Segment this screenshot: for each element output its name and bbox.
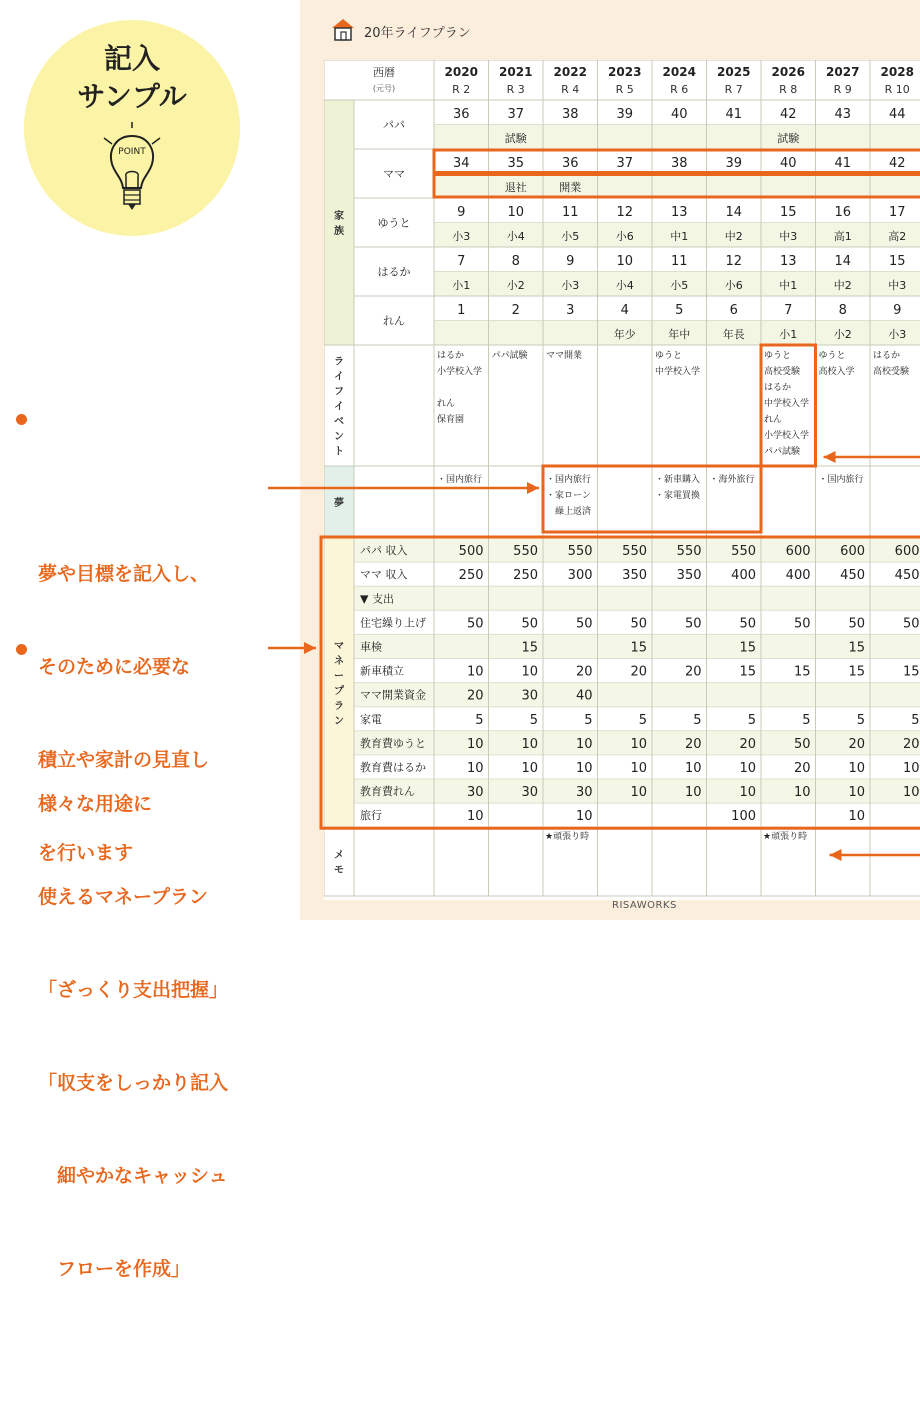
note-money <box>16 634 228 1409</box>
money-value: 10 <box>684 785 702 801</box>
money-value: 15 <box>902 664 920 680</box>
dream-text: ・国内旅行 <box>437 475 483 485</box>
money-value: 50 <box>848 616 865 632</box>
family-age: 37 <box>616 156 634 171</box>
family-note: 退社 <box>504 181 527 194</box>
family-age: 43 <box>834 107 852 122</box>
year-label: 2022 <box>553 65 587 79</box>
money-row-label: ▼ 支出 <box>360 592 394 606</box>
note-line: 細やかなキャッシュ <box>38 1165 228 1187</box>
era-label: R 8 <box>779 83 798 96</box>
section-label-money: ラ <box>334 701 344 713</box>
section-label-dream: 夢 <box>334 498 344 509</box>
family-note: 小2 <box>506 279 525 292</box>
year-label: 2020 <box>444 65 478 79</box>
money-value: 550 <box>676 544 702 560</box>
note-line: 「ざっくり支出把握」 <box>38 979 229 1001</box>
money-value: 15 <box>848 640 865 656</box>
family-age: 3 <box>566 303 575 318</box>
life-event-text: 中学校入学 <box>655 367 701 377</box>
money-section-band <box>324 538 354 827</box>
money-value: 10 <box>521 760 538 776</box>
family-note: 年中 <box>668 328 691 341</box>
life-event-text: ゆうと <box>818 351 846 361</box>
money-value: 400 <box>785 568 811 584</box>
money-value: 50 <box>684 616 702 632</box>
family-age: 9 <box>457 205 466 220</box>
money-value: 5 <box>584 712 593 728</box>
money-row-label: 家電 <box>360 712 382 726</box>
money-row-tint <box>354 683 920 707</box>
family-age: 39 <box>725 156 743 171</box>
money-value: 20 <box>902 736 920 752</box>
money-row-label: 旅行 <box>360 809 382 823</box>
life-event-text: 高校受験 <box>764 367 801 377</box>
family-age: 8 <box>838 303 847 318</box>
money-value: 300 <box>567 568 593 584</box>
money-value: 10 <box>848 809 865 825</box>
family-member-name: はるか <box>377 265 411 279</box>
badge-title: 記入 サンプル <box>77 42 187 113</box>
money-value: 50 <box>739 616 756 632</box>
money-value: 5 <box>529 712 538 728</box>
year-label: 2026 <box>771 65 805 79</box>
life-event-text: れん <box>437 399 456 409</box>
family-age: 37 <box>507 107 525 122</box>
section-label-money: ネ <box>334 656 344 668</box>
section-label-life-event: ラ <box>334 356 344 368</box>
era-label: R 7 <box>724 83 743 96</box>
family-note: 小2 <box>833 328 852 341</box>
family-note: 年少 <box>613 328 636 341</box>
life-event-text: 保育園 <box>437 415 465 425</box>
family-age: 11 <box>561 205 579 220</box>
money-value: 450 <box>840 568 865 584</box>
year-label: 2028 <box>880 65 914 79</box>
money-value: 5 <box>802 712 811 728</box>
money-value: 250 <box>513 568 538 584</box>
bullet-dot <box>16 414 27 425</box>
money-row-label: 教育費れん <box>360 785 415 799</box>
note-line: 使えるマネープラン <box>38 886 209 908</box>
family-note: 小1 <box>779 328 798 341</box>
money-value: 600 <box>840 544 865 560</box>
money-value: 5 <box>856 712 865 728</box>
money-value: 600 <box>894 544 920 560</box>
family-note: 高2 <box>888 230 907 243</box>
family-age: 11 <box>670 254 688 269</box>
family-age: 14 <box>834 254 852 269</box>
family-age: 13 <box>779 254 797 269</box>
money-value: 50 <box>521 616 538 632</box>
dream-text: ・家電買換 <box>655 491 701 501</box>
money-value: 20 <box>739 736 756 752</box>
money-value: 10 <box>466 664 484 680</box>
section-label-money: ー <box>334 671 344 683</box>
family-age: 39 <box>616 107 634 122</box>
section-label-memo: モ <box>334 865 344 877</box>
family-note: 試験 <box>504 132 527 145</box>
section-label-life-event: ベ <box>334 416 344 428</box>
note-line: そのために必要な <box>38 656 191 678</box>
money-value: 10 <box>466 760 484 776</box>
family-age: 6 <box>729 303 738 318</box>
family-age: 4 <box>620 303 629 318</box>
section-label-money: マ <box>334 641 344 653</box>
memo-section-band <box>324 827 354 896</box>
family-age: 42 <box>888 156 906 171</box>
section-label-life-event: ン <box>334 431 344 443</box>
family-age: 12 <box>616 205 634 220</box>
money-value: 500 <box>458 544 484 560</box>
section-label-money: ン <box>334 716 344 728</box>
family-age: 38 <box>670 156 688 171</box>
life-event-text: ママ開業 <box>546 351 583 361</box>
section-label-life-event: フ <box>334 386 344 398</box>
money-value: 10 <box>575 809 593 825</box>
life-event-text: はるか <box>437 351 465 361</box>
money-value: 20 <box>684 664 702 680</box>
note-line: 積立や家計の見直し <box>38 749 210 771</box>
header-sublabel: (元号) <box>372 84 396 93</box>
family-age: 7 <box>784 303 793 318</box>
era-label: R 5 <box>615 83 634 96</box>
money-value: 15 <box>521 640 538 656</box>
family-note: 小1 <box>452 279 471 292</box>
life-event-text: パパ試験 <box>491 351 528 361</box>
year-label: 2023 <box>608 65 642 79</box>
family-note: 小3 <box>452 230 471 243</box>
year-label: 2024 <box>662 65 696 79</box>
header-label: 西暦 <box>373 66 395 79</box>
era-label: R 9 <box>833 83 852 96</box>
section-label-memo: メ <box>334 850 344 862</box>
sample-badge <box>24 20 240 236</box>
money-value: 50 <box>630 616 647 632</box>
money-value: 10 <box>630 785 647 801</box>
family-age: 15 <box>888 254 906 269</box>
money-value: 30 <box>521 785 538 801</box>
era-label: R 10 <box>884 83 910 96</box>
family-note: 小5 <box>670 279 689 292</box>
money-value: 100 <box>731 809 756 825</box>
family-section-band <box>324 100 354 345</box>
money-value: 30 <box>575 785 593 801</box>
family-age: 8 <box>511 254 520 269</box>
family-age: 9 <box>566 254 575 269</box>
family-age: 35 <box>507 156 525 171</box>
life-event-text: れん <box>764 415 783 425</box>
money-value: 5 <box>693 712 702 728</box>
section-label-family: 族 <box>334 226 344 237</box>
dream-text: ・国内旅行 <box>818 475 864 485</box>
planner-page <box>300 0 920 920</box>
money-value: 10 <box>902 760 920 776</box>
family-age: 17 <box>888 205 906 220</box>
family-member-name: ゆうと <box>377 216 411 230</box>
money-value: 20 <box>466 688 484 704</box>
dream-text: 繰上返済 <box>546 507 592 517</box>
note-line: フローを作成」 <box>38 1258 191 1280</box>
money-value: 450 <box>894 568 920 584</box>
money-value: 30 <box>466 785 484 801</box>
money-row-label: 教育費ゆうと <box>360 736 426 750</box>
money-value: 50 <box>902 616 920 632</box>
family-age: 15 <box>779 205 797 220</box>
life-event-text: パパ試験 <box>764 447 801 457</box>
money-value: 350 <box>622 568 647 584</box>
family-age: 38 <box>561 107 579 122</box>
note-line: 様々な用途に <box>38 793 153 815</box>
money-row-label: ママ 収入 <box>360 568 408 582</box>
era-label: R 4 <box>561 83 580 96</box>
family-note: 中2 <box>724 230 743 243</box>
money-value: 10 <box>575 736 593 752</box>
money-value: 10 <box>848 760 865 776</box>
money-value: 550 <box>731 544 756 560</box>
money-value: 50 <box>793 736 811 752</box>
family-age: 36 <box>452 107 470 122</box>
family-age: 44 <box>888 107 906 122</box>
year-label: 2025 <box>717 65 751 79</box>
money-value: 10 <box>521 736 538 752</box>
money-value: 20 <box>684 736 702 752</box>
family-note: 中3 <box>779 230 798 243</box>
bullet-dot <box>16 644 27 655</box>
life-event-text: 中学校入学 <box>764 399 810 409</box>
money-value: 5 <box>638 712 647 728</box>
life-event-text: はるか <box>873 351 901 361</box>
family-age: 34 <box>452 156 470 171</box>
family-member-name: れん <box>383 314 405 328</box>
money-value: 50 <box>466 616 484 632</box>
section-label-life-event: イ <box>334 401 344 413</box>
life-event-text: はるか <box>764 383 792 393</box>
dream-text: ・海外旅行 <box>709 475 755 485</box>
family-age: 16 <box>834 205 852 220</box>
money-value: 15 <box>793 664 811 680</box>
life-event-text: ゆうと <box>764 351 792 361</box>
family-age: 36 <box>561 156 579 171</box>
money-value: 20 <box>848 736 865 752</box>
family-age: 13 <box>670 205 688 220</box>
family-note: 中1 <box>779 279 798 292</box>
family-note: 小3 <box>561 279 580 292</box>
family-age: 40 <box>779 156 797 171</box>
family-note: 開業 <box>559 181 582 194</box>
era-label: R 2 <box>452 83 471 96</box>
money-value: 250 <box>458 568 484 584</box>
family-note: 小6 <box>615 230 634 243</box>
money-value: 10 <box>575 760 593 776</box>
money-row-label: 教育費はるか <box>360 760 426 774</box>
money-row-label: 車検 <box>360 640 382 654</box>
money-value: 5 <box>475 712 484 728</box>
dream-text: ・新車購入 <box>655 475 701 485</box>
money-value: 5 <box>911 712 920 728</box>
money-value: 20 <box>575 664 593 680</box>
money-value: 40 <box>575 688 593 704</box>
family-age: 41 <box>725 107 743 122</box>
money-value: 15 <box>848 664 865 680</box>
family-age: 14 <box>725 205 743 220</box>
life-event-text: 高校入学 <box>818 367 855 377</box>
family-note: 小4 <box>506 230 525 243</box>
money-value: 15 <box>739 640 756 656</box>
section-label-money: プ <box>334 686 344 698</box>
family-note: 中2 <box>833 279 852 292</box>
life-event-text: 小学校入学 <box>437 367 483 377</box>
family-note: 高1 <box>833 230 852 243</box>
money-value: 10 <box>793 785 811 801</box>
money-value: 10 <box>739 785 756 801</box>
money-value: 10 <box>848 785 865 801</box>
money-value: 20 <box>630 664 647 680</box>
money-value: 10 <box>630 736 647 752</box>
money-value: 50 <box>793 616 811 632</box>
family-age: 5 <box>675 303 684 318</box>
family-member-name: パパ <box>383 118 405 132</box>
plan-title: 20年ライフプラン <box>364 26 471 41</box>
family-note: 中1 <box>670 230 689 243</box>
money-value: 20 <box>793 760 811 776</box>
section-label-life-event: イ <box>334 371 344 383</box>
money-value: 10 <box>521 664 538 680</box>
money-value: 10 <box>684 760 702 776</box>
planner-grid <box>324 60 920 900</box>
life-event-text: 高校受験 <box>873 367 910 377</box>
money-row-label: 新車積立 <box>360 664 404 678</box>
section-label-family: 家 <box>334 211 344 222</box>
era-label: R 6 <box>670 83 689 96</box>
family-note: 小3 <box>888 328 907 341</box>
money-value: 350 <box>676 568 702 584</box>
year-label: 2027 <box>826 65 860 79</box>
money-value: 10 <box>466 736 484 752</box>
note-line: 夢や目標を記入し、 <box>38 563 210 585</box>
family-age: 2 <box>511 303 520 318</box>
money-value: 30 <box>521 688 538 704</box>
money-value: 400 <box>731 568 756 584</box>
brand-label: RISAWORKS <box>612 900 677 911</box>
life-event-text: 小学校入学 <box>764 431 810 441</box>
money-value: 10 <box>630 760 647 776</box>
planner-sheet <box>324 60 920 900</box>
money-value: 15 <box>739 664 756 680</box>
house-icon <box>330 16 356 42</box>
money-value: 10 <box>466 809 484 825</box>
dream-text: ・家ローン <box>546 491 591 501</box>
note-line: を行います <box>38 842 134 864</box>
money-value: 50 <box>575 616 593 632</box>
life-event-text: ゆうと <box>655 351 683 361</box>
family-age: 12 <box>725 254 743 269</box>
money-value: 10 <box>739 760 756 776</box>
money-value: 550 <box>622 544 647 560</box>
family-age: 10 <box>616 254 634 269</box>
money-value: 10 <box>902 785 920 801</box>
lightbulb-icon <box>102 120 162 220</box>
money-value: 600 <box>785 544 811 560</box>
memo-text: ★頑張り時 <box>763 832 808 843</box>
year-label: 2021 <box>499 65 533 79</box>
money-row-label: 住宅繰り上げ <box>360 616 426 630</box>
money-value: 550 <box>513 544 538 560</box>
money-row-label: パパ 収入 <box>360 544 408 558</box>
money-row-tint <box>354 586 920 610</box>
family-note: 小4 <box>615 279 634 292</box>
family-note: 中3 <box>888 279 907 292</box>
family-age: 1 <box>457 303 466 318</box>
note-line: 「収支をしっかり記入 <box>38 1072 229 1094</box>
family-note: 小6 <box>724 279 743 292</box>
money-value: 550 <box>567 544 593 560</box>
era-label: R 3 <box>506 83 525 96</box>
section-label-life-event: ト <box>334 446 344 458</box>
family-age: 9 <box>893 303 902 318</box>
family-member-name: ママ <box>383 167 405 181</box>
memo-text: ★頑張り時 <box>545 832 590 843</box>
family-age: 7 <box>457 254 466 269</box>
family-note: 試験 <box>777 132 800 145</box>
family-age: 41 <box>834 156 852 171</box>
dream-text: ・国内旅行 <box>546 475 592 485</box>
money-value: 15 <box>630 640 647 656</box>
left-panel <box>0 0 300 1280</box>
bulb-label: POINT <box>118 147 146 157</box>
family-age: 40 <box>670 107 688 122</box>
family-age: 10 <box>507 205 525 220</box>
family-age: 42 <box>779 107 797 122</box>
family-note: 年長 <box>722 328 745 341</box>
family-note: 小5 <box>561 230 580 243</box>
note-money-text <box>16 727 228 1347</box>
money-row-label: ママ開業資金 <box>360 688 426 702</box>
money-value: 5 <box>747 712 756 728</box>
